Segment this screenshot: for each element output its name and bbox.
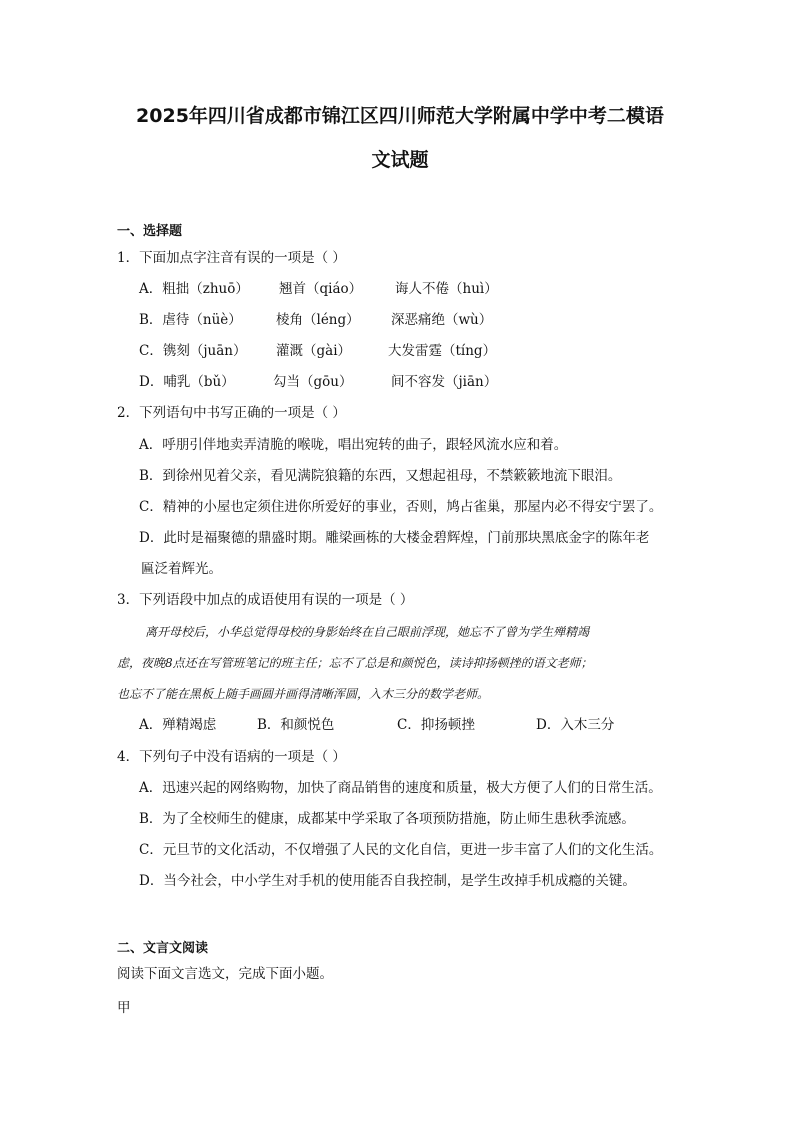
q2-option-a: A．呼朋引伴地卖弄清脆的喉咙，唱出宛转的曲子，跟轻风流水应和着。 (139, 437, 568, 453)
q3-option-c: C．抑扬顿挫 (397, 717, 475, 733)
q1-option-a-2: 翘首（qiáo） (279, 281, 363, 297)
q4-option-c: C．元旦节的文化活动，不仅增强了人民的文化自信，更进一步丰富了人们的文化生活。 (139, 842, 663, 858)
q2-option-c: C．精神的小屋也定须住进你所爱好的事业，否则，鸠占雀巢，那屋内必不得安宁罢了。 (139, 499, 663, 515)
q3-option-d: D．入木三分 (536, 717, 615, 733)
q1-option-b-1: B．虐待（nüè） (139, 312, 242, 328)
section-heading-classical-reading: 二、文言文阅读 (117, 941, 209, 956)
reading-instruction: 阅读下面文言选文，完成下面小题。 (117, 966, 333, 982)
question-4-stem: 4．下列句子中没有语病的一项是（ ） (117, 749, 346, 765)
q2-option-b: B．到徐州见着父亲，看见满院狼籍的东西，又想起祖母，不禁簌簌地流下眼泪。 (139, 468, 622, 484)
q3-passage-line3: 也忘不了能在黑板上随手画圆并画得清晰浑圆，入木三分的数学老师。 (117, 687, 490, 701)
q4-option-a: A．迅速兴起的网络购物，加快了商品销售的速度和质量，极大方便了人们的日常生活。 (139, 780, 662, 796)
q3-option-b: B．和颜悦色 (257, 717, 335, 733)
q4-option-d: D．当今社会，中小学生对手机的使用能否自我控制，是学生改掉手机成瘾的关键。 (139, 873, 636, 889)
section-heading-choice: 一、选择题 (117, 224, 183, 239)
q1-option-c-1: C．镌刻（juān） (139, 343, 247, 359)
question-2-stem: 2．下列语句中书写正确的一项是（ ） (117, 405, 346, 421)
document-title-line1: 2025年四川省成都市锦江区四川师范大学附属中学中考二模语 (136, 105, 664, 127)
q2-option-d-line1: D．此时是福聚德的鼎盛时期。雕梁画栋的大楼金碧辉煌，门前那块黑底金字的陈年老 (139, 530, 650, 546)
q3-option-a: A．殚精竭虑 (139, 717, 217, 733)
q1-option-c-2: 灌溉（gài） (276, 343, 352, 359)
q1-option-b-2: 棱角（léng） (276, 312, 360, 328)
document-title-line2: 文试题 (371, 149, 429, 171)
passage-label-jia: 甲 (117, 1000, 131, 1016)
q1-option-d-1: D．哺乳（bǔ） (139, 374, 235, 390)
q3-passage-line2: 虑，夜晚8点还在写管班笔记的班主任；忘不了总是和颜悦色，读诗抑扬顿挫的语文老师； (117, 656, 593, 670)
q1-option-a-3: 诲人不倦（huì） (395, 281, 498, 297)
q3-passage-line1: 离开母校后，小华总觉得母校的身影始终在自己眼前浮现，她忘不了曾为学生殚精竭 (145, 625, 590, 639)
q1-option-d-2: 勾当（gōu） (273, 374, 353, 390)
q1-option-a-1: A．粗拙（zhuō） (139, 281, 249, 297)
q1-option-b-3: 深恶痛绝（wù） (391, 312, 493, 328)
question-3-stem: 3．下列语段中加点的成语使用有误的一项是（ ） (117, 592, 414, 608)
question-1-stem: 1．下面加点字注音有误的一项是（ ） (117, 250, 346, 266)
q2-option-d-line2: 匾泛着辉光。 (141, 561, 222, 577)
q1-option-c-3: 大发雷霆（tíng） (388, 343, 497, 359)
q1-option-d-3: 间不容发（jiān） (391, 374, 498, 390)
q4-option-b: B．为了全校师生的健康，成都某中学采取了各项预防措施，防止师生患秋季流感。 (139, 811, 635, 827)
